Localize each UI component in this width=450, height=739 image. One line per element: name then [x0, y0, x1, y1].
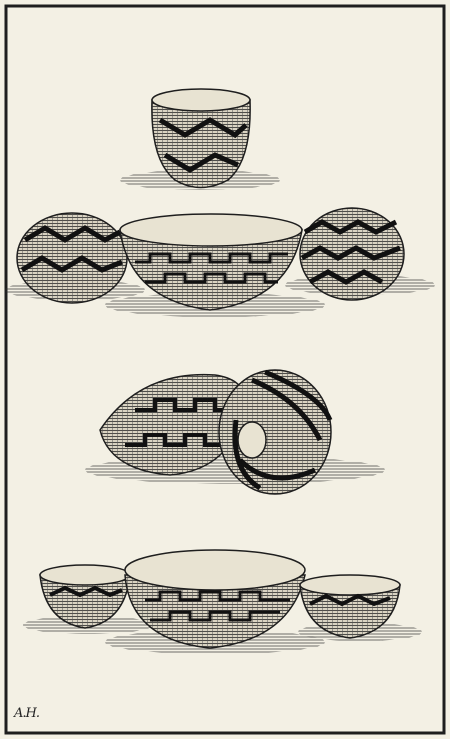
small-globular-basket: [120, 89, 280, 190]
large-bowl-center: [105, 550, 325, 654]
artist-monogram: A.H.: [14, 706, 39, 721]
striped-round-basket: [219, 370, 331, 494]
wide-bowl-basket: [105, 214, 325, 317]
round-basket-right: [285, 208, 435, 300]
small-bowl-right: [298, 575, 422, 641]
